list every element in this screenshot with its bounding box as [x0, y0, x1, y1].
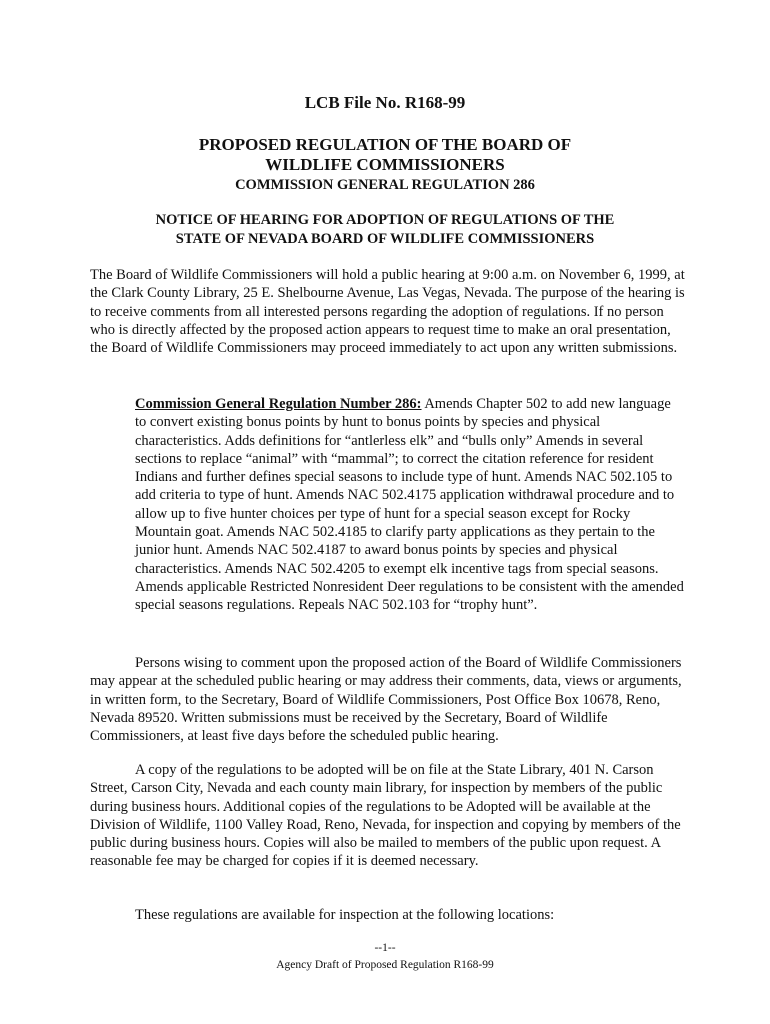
- notice-heading-line-1: NOTICE OF HEARING FOR ADOPTION OF REGULATIONS OF THE: [155, 212, 615, 228]
- comment-paragraph: [90, 654, 690, 745]
- file-number: LCB File No. R168-99: [304, 93, 466, 112]
- regulation-subtitle: COMMISSION GENERAL REGULATION 286: [235, 177, 535, 193]
- copy-paragraph: [90, 761, 690, 871]
- regulation-text: Amends Chapter 502 to add new language to convert existing bonus points by hunt to bonus points by species and physical characteristics. Adds definitions for “antlerless elk” and “bulls only” Amends in several sections to replace “animal” with “mammal”; to correct the citation reference for resident Indians and further defines special seasons to include type of hunt. Amends NAC 502.105 to add criteria to type of hunt. Amends NAC 502.4175 application withdrawal procedure and to allow up to five hunter choices per type of hunt for a special season except for Rocky Mountain goat. Amends NAC 502.4185 to clarify party applications as they pertain to the junior hunt. Amends NAC 502.4187 to award bonus points by species and physical characteristics. Amends NAC 502.4205 to exempt elk incentive tags from special seasons. Amends applicable Restricted Nonresident Deer regulations to be consistent with the amended special seasons regulations. Repeals NAC 502.103 for “trophy hunt”.: [135, 396, 684, 614]
- notice-heading-line-2: STATE OF NEVADA BOARD OF WILDLIFE COMMISSIONERS: [175, 231, 595, 247]
- title-line-1: PROPOSED REGULATION OF THE BOARD OF: [198, 135, 572, 154]
- comment-text: Persons wising to comment upon the proposed action of the Board of Wildlife Commissioners may appear at the scheduled public hearing or may address their comments, data, views or arguments, in written form, to the Secretary, Board of Wildlife Commissioners, Post Office Box 10678, Reno, Nevada 89520. Written submissions must be received by the Secretary, Board of Wildlife Commissioners, at least five days before the scheduled public hearing.: [90, 655, 682, 745]
- copy-text: A copy of the regulations to be adopted will be on file at the State Library, 401 N. Carson Street, Carson City, Nevada and each county main library, for inspection by members of the public during business hours. Additional copies of the regulations to be Adopted will be available at the Division of Wildlife, 1100 Valley Road, Reno, Nevada, for inspection and copying by members of the public during business hours. Copies will also be mailed to members of the public upon request. A reasonable fee may be charged for copies if it is deemed necessary.: [90, 762, 681, 870]
- availability-paragraph: These regulations are available for inspection at the following locations:: [135, 907, 555, 923]
- regulation-paragraph: [135, 395, 685, 615]
- page-number: --1--: [374, 942, 396, 954]
- title-line-2: WILDLIFE COMMISSIONERS: [265, 155, 505, 174]
- regulation-title: Commission General Regulation Number 286:: [135, 396, 422, 412]
- footer-agency-line: Agency Draft of Proposed Regulation R168-99: [276, 959, 494, 971]
- intro-paragraph: The Board of Wildlife Commissioners will hold a public hearing at 9:00 a.m. on November 6, 1999, at the Clark County Library, 25 E. Shelbourne Avenue, Las Vegas, Nevada. The purpose of the hearing is to receive comments from all interested persons regarding the adoption of regulations. If no person who is directly affected by the proposed action appears to request time to make an oral presentation, the Board of Wildlife Commissioners may proceed immediately to act upon any written submissions.: [90, 267, 685, 357]
